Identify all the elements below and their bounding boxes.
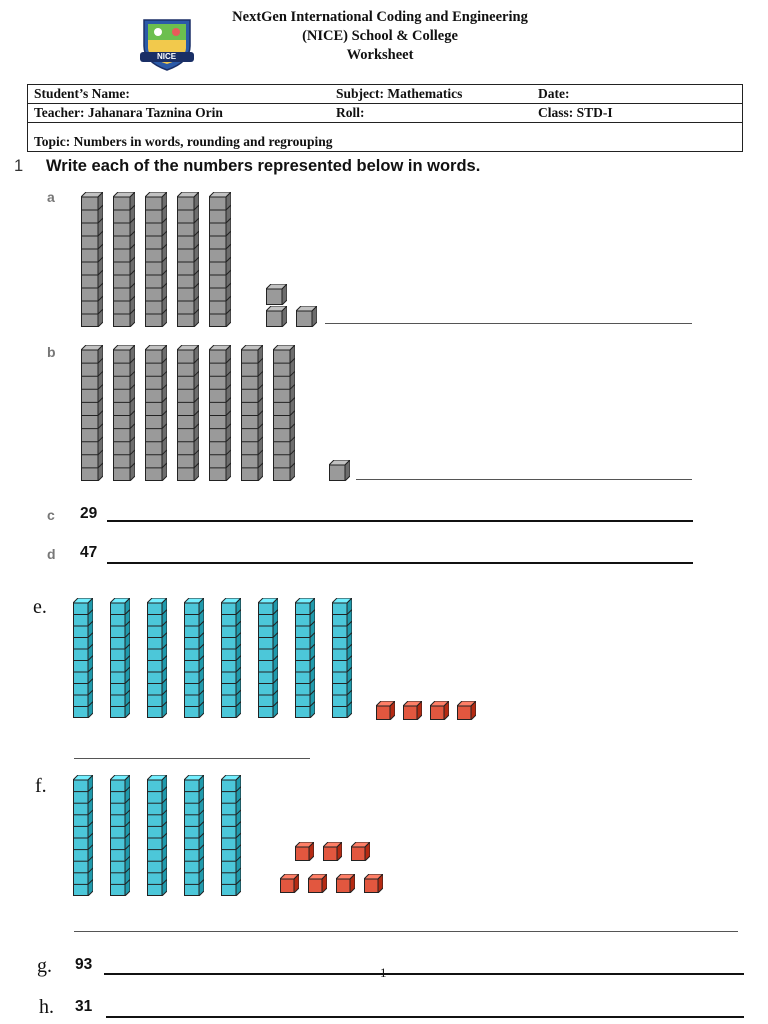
- answer-line-a[interactable]: [325, 323, 692, 324]
- topic-cell: Topic: Numbers in words, rounding and regrouping: [28, 133, 743, 152]
- student-name-cell: Student’s Name:: [28, 85, 331, 104]
- item-c-label: c: [47, 507, 55, 523]
- tens-rod: [110, 775, 130, 901]
- item-b-label: b: [47, 344, 56, 360]
- tens-rod: [241, 345, 263, 486]
- tens-rod: [184, 775, 204, 901]
- tens-rod: [258, 598, 278, 723]
- item-c-number: 29: [80, 505, 98, 522]
- tens-rod: [73, 598, 93, 723]
- answer-line-d[interactable]: [107, 562, 693, 564]
- header-line-3: Worksheet: [346, 47, 414, 63]
- ones-cube: [266, 306, 287, 332]
- ones-cube: [280, 874, 299, 898]
- date-cell: Date:: [532, 85, 743, 104]
- item-e-label: e.: [33, 596, 47, 618]
- tens-rod: [113, 192, 135, 332]
- tens-rod: [332, 598, 352, 723]
- answer-line-b[interactable]: [356, 479, 692, 480]
- tens-rod: [113, 345, 135, 486]
- ones-cube: [457, 701, 476, 725]
- tens-rod: [81, 192, 103, 332]
- ones-cube: [351, 842, 370, 866]
- item-d-label: d: [47, 546, 56, 562]
- tens-rod: [147, 775, 167, 901]
- tens-rod: [145, 345, 167, 486]
- question-text: Write each of the numbers represented below in words.: [46, 157, 481, 175]
- item-g-label: g.: [37, 955, 52, 977]
- tens-rod: [73, 775, 93, 901]
- answer-line-e[interactable]: [74, 758, 310, 759]
- tens-rod: [147, 598, 167, 723]
- item-g-number: 93: [75, 956, 93, 973]
- question-1: [14, 157, 480, 176]
- page-number: 1: [380, 965, 387, 980]
- student-info-table: [27, 84, 743, 152]
- ones-cube: [430, 701, 449, 725]
- tens-rod: [110, 598, 130, 723]
- ones-cube: [296, 306, 317, 332]
- tens-rod: [81, 345, 103, 486]
- ones-cube: [329, 460, 350, 486]
- logo-text: NICE: [157, 52, 177, 61]
- item-a-label: a: [47, 189, 55, 205]
- tens-rod: [221, 598, 241, 723]
- ones-cube: [295, 842, 314, 866]
- ones-cube: [336, 874, 355, 898]
- tens-rod: [209, 192, 231, 332]
- school-header: [150, 8, 610, 65]
- ones-cube: [364, 874, 383, 898]
- roll-cell: Roll:: [330, 104, 532, 123]
- ones-cube: [308, 874, 327, 898]
- item-h-label: h.: [39, 996, 54, 1018]
- header-line-1: NextGen International Coding and Engineering: [232, 9, 528, 25]
- item-h-number: 31: [75, 998, 93, 1015]
- answer-line-f[interactable]: [74, 931, 738, 932]
- tens-rod: [177, 345, 199, 486]
- tens-rod: [209, 345, 231, 486]
- header-line-2: (NICE) School & College: [302, 28, 458, 44]
- question-number: 1: [14, 157, 24, 175]
- teacher-cell: Teacher: Jahanara Taznina Orin: [28, 104, 331, 123]
- tens-rod: [221, 775, 241, 901]
- answer-line-c[interactable]: [107, 520, 693, 522]
- tens-rod: [177, 192, 199, 332]
- item-f-label: f.: [35, 775, 47, 797]
- ones-cube: [376, 701, 395, 725]
- subject-cell: Subject: Mathematics: [330, 85, 532, 104]
- tens-rod: [273, 345, 295, 486]
- tens-rod: [295, 598, 315, 723]
- tens-rod: [145, 192, 167, 332]
- item-d-number: 47: [80, 544, 98, 561]
- class-cell: Class: STD-I: [532, 104, 743, 123]
- tens-rod: [184, 598, 204, 723]
- answer-line-g[interactable]: [104, 973, 744, 975]
- answer-line-h[interactable]: [106, 1016, 744, 1018]
- ones-cube: [403, 701, 422, 725]
- ones-cube: [323, 842, 342, 866]
